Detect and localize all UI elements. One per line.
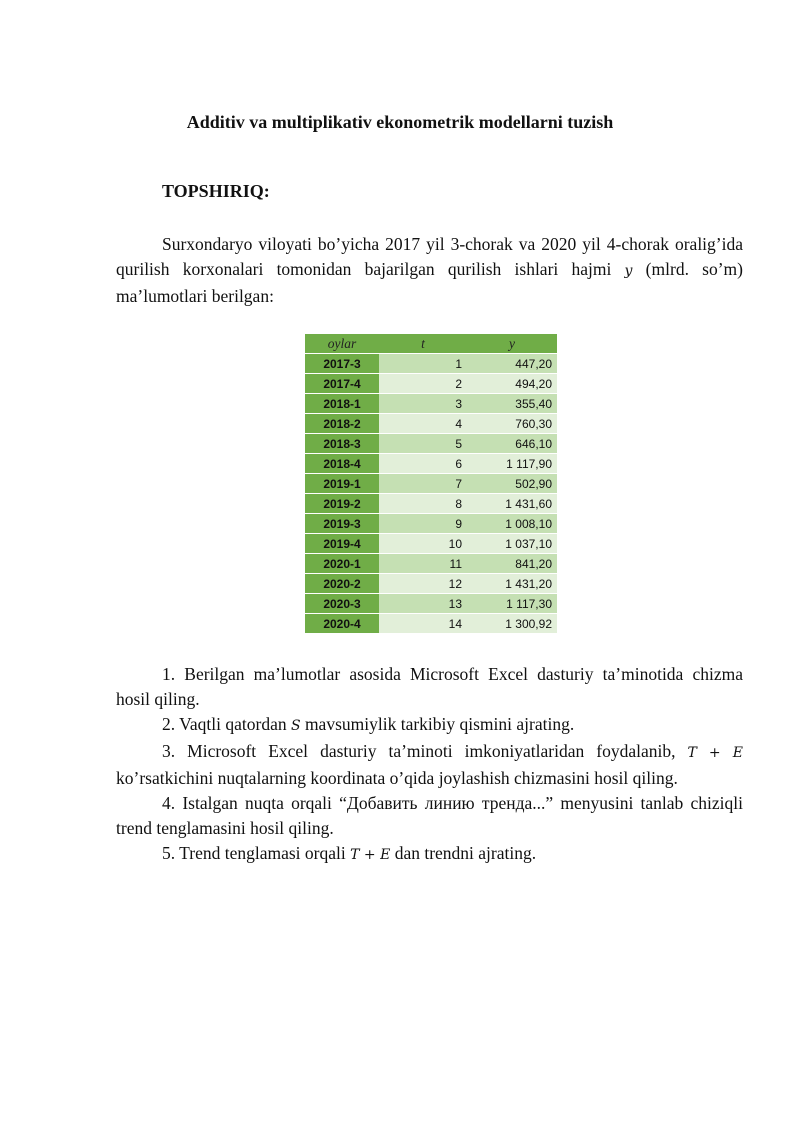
table-row — [305, 554, 557, 574]
task-list — [116, 662, 743, 868]
task-text-after: dan trendni ajrating. — [390, 843, 537, 863]
table-row — [305, 614, 557, 634]
cell-t: 8 — [379, 494, 467, 514]
cell-t: 6 — [379, 454, 467, 474]
table-row — [305, 574, 557, 594]
intro-text-after: (mlrd. so’m) ma’lumotlari berilgan: — [116, 259, 743, 306]
table-row — [305, 434, 557, 454]
table-row — [305, 374, 557, 394]
cell-t: 12 — [379, 574, 467, 594]
cell-t: 7 — [379, 474, 467, 494]
cell-period: 2018-3 — [305, 434, 379, 454]
cell-y: 760,30 — [467, 414, 557, 434]
cell-period: 2017-3 — [305, 354, 379, 374]
cell-y: 646,10 — [467, 434, 557, 454]
table-row — [305, 414, 557, 434]
cell-t: 10 — [379, 534, 467, 554]
cell-period: 2019-1 — [305, 474, 379, 494]
table-row — [305, 534, 557, 554]
cell-y: 355,40 — [467, 394, 557, 414]
cell-t: 4 — [379, 414, 467, 434]
data-table — [305, 334, 557, 633]
cell-period: 2018-1 — [305, 394, 379, 414]
cell-y: 1 037,10 — [467, 534, 557, 554]
cell-t: 3 — [379, 394, 467, 414]
table-row — [305, 514, 557, 534]
cell-t: 1 — [379, 354, 467, 374]
task-item — [116, 841, 743, 868]
cell-period: 2017-4 — [305, 374, 379, 394]
column-header-period: oylar — [305, 334, 379, 354]
column-header-y: y — [467, 334, 557, 354]
intro-paragraph — [116, 232, 743, 309]
task-item — [116, 791, 743, 841]
cell-period: 2020-4 — [305, 614, 379, 634]
cell-y: 1 431,20 — [467, 574, 557, 594]
task-item — [116, 712, 743, 739]
task-text-before: 3. Microsoft Excel dasturiy ta’minoti imkoniyatlaridan foydalanib, — [162, 741, 688, 761]
intro-text-before: Surxondaryo viloyati bo’yicha 2017 yil 3-chorak va 2020 yil 4-chorak oralig’ida qurilish korxonalari tomonidan bajarilgan qurilish ishlari hajmi — [116, 234, 743, 279]
task-item — [116, 739, 743, 791]
table-row — [305, 594, 557, 614]
page-title: Additiv va multiplikativ ekonometrik modellarni tuzish — [186, 112, 614, 132]
task-text-after: mavsumiylik tarkibiy qismini ajrating. — [300, 714, 575, 734]
cell-t: 13 — [379, 594, 467, 614]
cell-t: 9 — [379, 514, 467, 534]
table-body — [305, 354, 557, 634]
task-text-before: 2. Vaqtli qatordan — [162, 714, 291, 734]
cell-y: 841,20 — [467, 554, 557, 574]
cell-period: 2020-2 — [305, 574, 379, 594]
cell-period: 2019-2 — [305, 494, 379, 514]
cell-t: 11 — [379, 554, 467, 574]
task-text-before: 5. Trend tenglamasi orqali — [162, 843, 351, 863]
cell-period: 2019-4 — [305, 534, 379, 554]
cell-period: 2019-3 — [305, 514, 379, 534]
task-text-before: 1. Berilgan ma’lumotlar asosida Microsoft Excel dasturiy ta’minotida chizma hosil qiling. — [116, 664, 743, 709]
column-header-t: t — [379, 334, 467, 354]
table-row — [305, 354, 557, 374]
cell-y: 1 431,60 — [467, 494, 557, 514]
task-text-after: ko’rsatkichini nuqtalarning koordinata o’qida joylashish chizmasini hosil qiling. — [116, 768, 678, 788]
task-math-symbol: S — [290, 718, 301, 734]
task-math-symbol: T + E — [687, 745, 743, 761]
table-row — [305, 394, 557, 414]
cell-y: 494,20 — [467, 374, 557, 394]
cell-period: 2020-1 — [305, 554, 379, 574]
cell-period: 2018-2 — [305, 414, 379, 434]
cell-y: 1 117,90 — [467, 454, 557, 474]
cell-t: 5 — [379, 434, 467, 454]
task-text-before: 4. Istalgan nuqta orqali “Добавить линию тренда...” menyusini tanlab chiziqli trend tenglamasini hosil qiling. — [116, 793, 743, 838]
cell-period: 2020-3 — [305, 594, 379, 614]
table-row — [305, 474, 557, 494]
task-math-symbol: T + E — [350, 847, 391, 863]
task-item — [116, 662, 743, 712]
cell-t: 2 — [379, 374, 467, 394]
cell-period: 2018-4 — [305, 454, 379, 474]
table-row — [305, 494, 557, 514]
cell-y: 1 300,92 — [467, 614, 557, 634]
table-row — [305, 454, 557, 474]
table-header-row — [305, 334, 557, 354]
section-heading: TOPSHIRIQ: — [162, 181, 270, 201]
cell-y: 1 008,10 — [467, 514, 557, 534]
intro-math-symbol: y — [624, 263, 633, 279]
cell-y: 447,20 — [467, 354, 557, 374]
cell-y: 502,90 — [467, 474, 557, 494]
cell-y: 1 117,30 — [467, 594, 557, 614]
cell-t: 14 — [379, 614, 467, 634]
